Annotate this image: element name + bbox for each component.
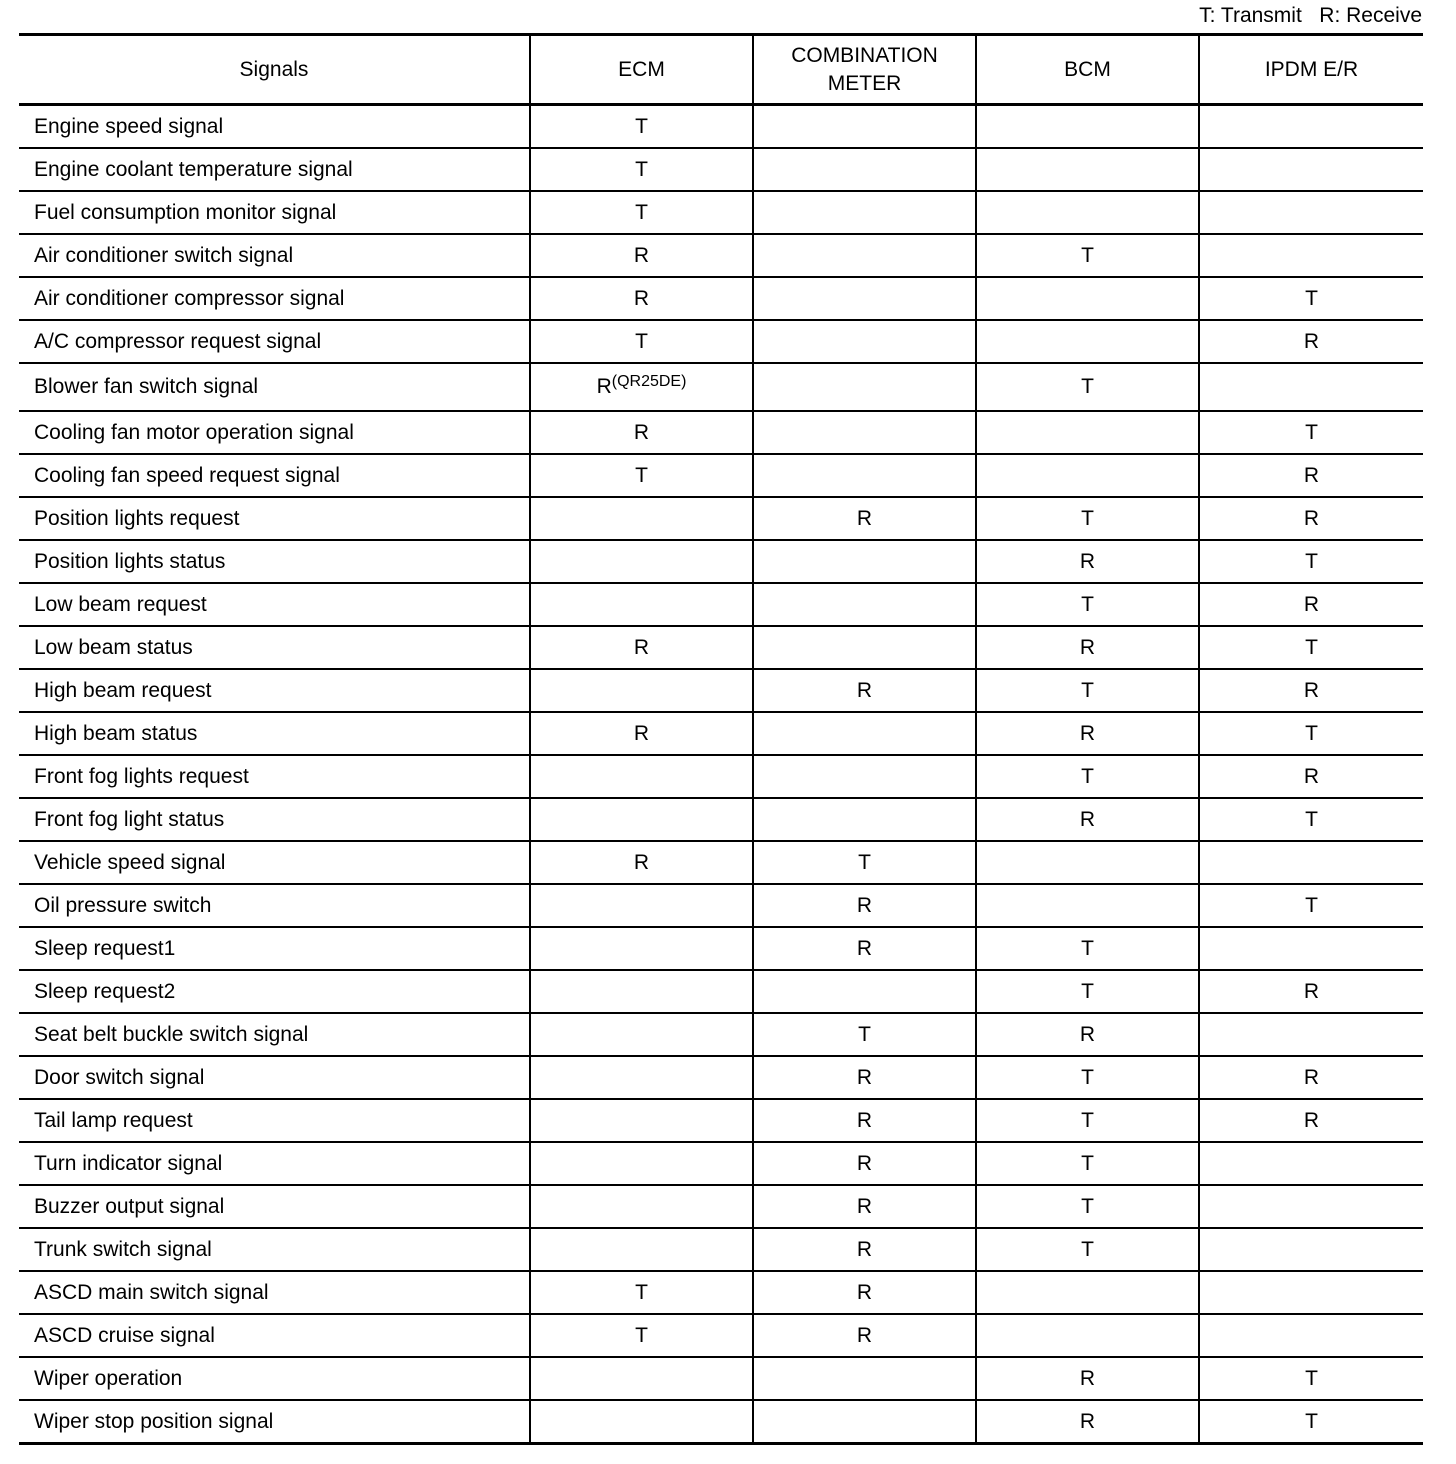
- ecm-cell: [530, 363, 753, 411]
- table-body: [19, 105, 1423, 1444]
- signal-name: Cooling fan speed request signal: [34, 463, 340, 487]
- direction-value: R: [856, 1065, 873, 1089]
- signal-name-cell: [19, 497, 530, 540]
- signal-name-cell: [19, 1271, 530, 1314]
- direction-value: R: [633, 286, 650, 310]
- signal-name: A/C compressor request signal: [34, 329, 322, 353]
- direction-value: T: [1081, 936, 1094, 960]
- signal-name: ASCD cruise signal: [34, 1323, 215, 1347]
- signal-name: Cooling fan motor operation signal: [34, 420, 354, 444]
- ipdm-cell: [1199, 540, 1423, 583]
- ecm-cell: [530, 970, 753, 1013]
- table-row: [19, 626, 1423, 669]
- direction-value: R: [1303, 506, 1320, 530]
- direction-value: T: [1305, 420, 1318, 444]
- direction-value: T: [1305, 893, 1318, 917]
- ecm-cell: [530, 1185, 753, 1228]
- bcm-cell: [976, 1400, 1199, 1444]
- ipdm-cell: [1199, 798, 1423, 841]
- direction-value: T: [1081, 375, 1094, 398]
- combination-meter-cell: [753, 626, 976, 669]
- ipdm-cell: [1199, 712, 1423, 755]
- combination-meter-cell: [753, 1056, 976, 1099]
- table-row: [19, 1142, 1423, 1185]
- table-row: [19, 411, 1423, 454]
- can-signal-table: [19, 33, 1423, 1445]
- combination-meter-cell: [753, 884, 976, 927]
- table-row: [19, 712, 1423, 755]
- direction-value: R: [1303, 678, 1320, 702]
- table-row: [19, 755, 1423, 798]
- ecm-cell: [530, 583, 753, 626]
- bcm-cell: [976, 1185, 1199, 1228]
- header-ecm: ECM: [530, 35, 753, 105]
- direction-value: T: [1305, 286, 1318, 310]
- table-row: [19, 927, 1423, 970]
- ipdm-cell: [1199, 1185, 1423, 1228]
- direction-value: T: [1305, 1409, 1318, 1433]
- bcm-cell: [976, 1142, 1199, 1185]
- direction-value: T: [635, 463, 648, 487]
- signal-name: Air conditioner switch signal: [34, 243, 294, 267]
- ecm-cell: [530, 320, 753, 363]
- table-row: [19, 884, 1423, 927]
- signal-name: High beam request: [34, 678, 212, 702]
- ecm-cell: [530, 712, 753, 755]
- ecm-cell: [530, 1228, 753, 1271]
- direction-value: T: [1081, 506, 1094, 530]
- direction-value: R: [1303, 979, 1320, 1003]
- combination-meter-cell: [753, 234, 976, 277]
- combination-meter-cell: [753, 1013, 976, 1056]
- combination-meter-cell: [753, 798, 976, 841]
- table-row: [19, 1185, 1423, 1228]
- signal-name: Air conditioner compressor signal: [34, 286, 345, 310]
- ecm-cell: [530, 1271, 753, 1314]
- signal-name-cell: [19, 1228, 530, 1271]
- combination-meter-cell: [753, 1314, 976, 1357]
- combination-meter-cell: [753, 927, 976, 970]
- ipdm-cell: [1199, 1228, 1423, 1271]
- signal-name-cell: [19, 1099, 530, 1142]
- signal-name-cell: [19, 363, 530, 411]
- combination-meter-cell: [753, 1271, 976, 1314]
- direction-value: R: [633, 635, 650, 659]
- ipdm-cell: [1199, 105, 1423, 149]
- ecm-cell: [530, 841, 753, 884]
- signal-name-cell: [19, 970, 530, 1013]
- signal-name: Blower fan switch signal: [34, 375, 259, 398]
- direction-value: R: [856, 1151, 873, 1175]
- header-combination-meter: COMBINATION METER: [753, 35, 976, 105]
- ipdm-cell: [1199, 1314, 1423, 1357]
- signal-name: Sleep request1: [34, 936, 176, 960]
- direction-value: R: [596, 375, 612, 398]
- direction-value: T: [1305, 1366, 1318, 1390]
- table-row: [19, 191, 1423, 234]
- direction-value: T: [858, 1022, 871, 1046]
- ipdm-cell: [1199, 1400, 1423, 1444]
- ecm-cell: [530, 497, 753, 540]
- bcm-cell: [976, 105, 1199, 149]
- ipdm-cell: [1199, 148, 1423, 191]
- ecm-cell: [530, 1357, 753, 1400]
- combination-meter-cell: [753, 540, 976, 583]
- direction-value: T: [858, 850, 871, 874]
- direction-value: R: [1303, 329, 1320, 353]
- direction-value: R: [1303, 1108, 1320, 1132]
- ipdm-cell: [1199, 1056, 1423, 1099]
- direction-value: T: [635, 329, 648, 353]
- direction-value: T: [1081, 1108, 1094, 1132]
- direction-value: T: [1081, 243, 1094, 267]
- signal-name-cell: [19, 927, 530, 970]
- direction-value: T: [1305, 635, 1318, 659]
- combination-meter-cell: [753, 454, 976, 497]
- ecm-cell: [530, 411, 753, 454]
- bcm-cell: [976, 363, 1199, 411]
- signal-name: Engine coolant temperature signal: [34, 157, 353, 181]
- signal-name-cell: [19, 669, 530, 712]
- table-row: [19, 1228, 1423, 1271]
- direction-value: R: [856, 1194, 873, 1218]
- table-row: [19, 1013, 1423, 1056]
- combination-meter-cell: [753, 712, 976, 755]
- ipdm-cell: [1199, 191, 1423, 234]
- ipdm-cell: [1199, 1142, 1423, 1185]
- signal-name-cell: [19, 1142, 530, 1185]
- direction-value: T: [1081, 592, 1094, 616]
- ipdm-cell: [1199, 583, 1423, 626]
- ecm-cell: [530, 927, 753, 970]
- table-row: [19, 1400, 1423, 1444]
- direction-value: T: [1081, 1237, 1094, 1261]
- header-bcm: BCM: [976, 35, 1199, 105]
- combination-meter-cell: [753, 970, 976, 1013]
- signal-name: ASCD main switch signal: [34, 1280, 269, 1304]
- table-header: [19, 35, 1423, 105]
- direction-value: R: [1079, 1409, 1096, 1433]
- direction-value: R: [633, 420, 650, 444]
- signal-name-cell: [19, 1013, 530, 1056]
- signal-name-cell: [19, 1314, 530, 1357]
- bcm-cell: [976, 755, 1199, 798]
- combination-meter-cell: [753, 191, 976, 234]
- header-row: [19, 35, 1423, 105]
- bcm-cell: [976, 191, 1199, 234]
- signal-name-cell: [19, 712, 530, 755]
- signal-name: Low beam request: [34, 592, 207, 616]
- signal-name-cell: [19, 234, 530, 277]
- direction-value: R: [1079, 1022, 1096, 1046]
- direction-value: T: [1081, 1151, 1094, 1175]
- combination-meter-cell: [753, 105, 976, 149]
- direction-value: T: [1305, 807, 1318, 831]
- bcm-cell: [976, 454, 1199, 497]
- bcm-cell: [976, 798, 1199, 841]
- ecm-cell: [530, 1056, 753, 1099]
- table-row: [19, 970, 1423, 1013]
- signal-name-cell: [19, 1056, 530, 1099]
- ecm-cell: [530, 884, 753, 927]
- signal-name: Front fog lights request: [34, 764, 249, 788]
- direction-value: R: [856, 1108, 873, 1132]
- combination-meter-cell: [753, 411, 976, 454]
- ipdm-cell: [1199, 1099, 1423, 1142]
- ecm-cell: [530, 191, 753, 234]
- signal-name: Trunk switch signal: [34, 1237, 212, 1261]
- bcm-cell: [976, 1357, 1199, 1400]
- ipdm-cell: [1199, 320, 1423, 363]
- signal-name-cell: [19, 626, 530, 669]
- signal-name: Position lights status: [34, 549, 226, 573]
- bcm-cell: [976, 970, 1199, 1013]
- ipdm-cell: [1199, 1357, 1423, 1400]
- combination-meter-cell: [753, 669, 976, 712]
- legend: T: Transmit R: Receive: [1199, 4, 1422, 27]
- bcm-cell: [976, 583, 1199, 626]
- combination-meter-cell: [753, 1400, 976, 1444]
- signal-name: Tail lamp request: [34, 1108, 193, 1132]
- direction-value: R: [1079, 721, 1096, 745]
- table-row: [19, 148, 1423, 191]
- direction-value: T: [1305, 549, 1318, 573]
- signal-name: Position lights request: [34, 506, 240, 530]
- signal-name: Seat belt buckle switch signal: [34, 1022, 309, 1046]
- direction-value: R: [1079, 1366, 1096, 1390]
- ecm-cell: [530, 1400, 753, 1444]
- table-row: [19, 363, 1423, 411]
- combination-meter-cell: [753, 583, 976, 626]
- table-row: [19, 105, 1423, 149]
- ipdm-cell: [1199, 626, 1423, 669]
- bcm-cell: [976, 540, 1199, 583]
- signal-name-cell: [19, 1185, 530, 1228]
- ipdm-cell: [1199, 884, 1423, 927]
- signal-name: Low beam status: [34, 635, 193, 659]
- bcm-cell: [976, 1056, 1199, 1099]
- direction-value: R: [856, 1323, 873, 1347]
- ecm-cell: [530, 540, 753, 583]
- direction-value: R: [856, 893, 873, 917]
- bcm-cell: [976, 411, 1199, 454]
- ecm-cell: [530, 1013, 753, 1056]
- ipdm-cell: [1199, 497, 1423, 540]
- direction-value: T: [635, 1323, 648, 1347]
- direction-value: R: [633, 850, 650, 874]
- ecm-cell: [530, 1314, 753, 1357]
- combination-meter-cell: [753, 1099, 976, 1142]
- table-row: [19, 1056, 1423, 1099]
- bcm-cell: [976, 669, 1199, 712]
- ipdm-cell: [1199, 363, 1423, 411]
- signal-name-cell: [19, 1400, 530, 1444]
- engine-variant-note: (QR25DE): [611, 373, 687, 390]
- combination-meter-cell: [753, 277, 976, 320]
- table-row: [19, 583, 1423, 626]
- bcm-cell: [976, 1228, 1199, 1271]
- direction-value: R: [1079, 807, 1096, 831]
- signal-name: Vehicle speed signal: [34, 850, 226, 874]
- signal-name-cell: [19, 798, 530, 841]
- combination-meter-cell: [753, 1228, 976, 1271]
- combination-meter-cell: [753, 1357, 976, 1400]
- table-row: [19, 1099, 1423, 1142]
- combination-meter-cell: [753, 497, 976, 540]
- direction-value: R: [633, 721, 650, 745]
- table-row: [19, 320, 1423, 363]
- combination-meter-cell: [753, 148, 976, 191]
- signal-name: Oil pressure switch: [34, 893, 212, 917]
- table-row: [19, 841, 1423, 884]
- ipdm-cell: [1199, 755, 1423, 798]
- signal-name: Buzzer output signal: [34, 1194, 225, 1218]
- signal-name-cell: [19, 320, 530, 363]
- direction-value: T: [1081, 979, 1094, 1003]
- table-row: [19, 234, 1423, 277]
- table-row: [19, 669, 1423, 712]
- signal-name: Fuel consumption monitor signal: [34, 200, 337, 224]
- signal-name-cell: [19, 191, 530, 234]
- signal-name-cell: [19, 277, 530, 320]
- direction-value: T: [635, 114, 648, 138]
- signal-name: Door switch signal: [34, 1065, 205, 1089]
- signal-name: High beam status: [34, 721, 198, 745]
- bcm-cell: [976, 841, 1199, 884]
- signal-name: Turn indicator signal: [34, 1151, 223, 1175]
- direction-value: R: [1303, 1065, 1320, 1089]
- signal-name-cell: [19, 411, 530, 454]
- direction-value: T: [635, 157, 648, 181]
- ecm-cell: [530, 234, 753, 277]
- direction-value: R: [633, 243, 650, 267]
- ipdm-cell: [1199, 411, 1423, 454]
- ecm-cell: [530, 1099, 753, 1142]
- bcm-cell: [976, 1314, 1199, 1357]
- direction-value: R: [1303, 764, 1320, 788]
- direction-value: T: [1305, 721, 1318, 745]
- signal-name-cell: [19, 583, 530, 626]
- bcm-cell: [976, 320, 1199, 363]
- signal-name: Wiper operation: [34, 1366, 183, 1390]
- bcm-cell: [976, 626, 1199, 669]
- ipdm-cell: [1199, 1013, 1423, 1056]
- combination-meter-cell: [753, 755, 976, 798]
- direction-value: T: [635, 200, 648, 224]
- bcm-cell: [976, 497, 1199, 540]
- direction-value: R: [856, 506, 873, 530]
- signal-name-cell: [19, 540, 530, 583]
- bcm-cell: [976, 712, 1199, 755]
- ipdm-cell: [1199, 669, 1423, 712]
- direction-value: R: [856, 1237, 873, 1261]
- ecm-cell: [530, 277, 753, 320]
- table-row: [19, 1271, 1423, 1314]
- direction-value: R: [1079, 635, 1096, 659]
- signal-name: Sleep request2: [34, 979, 176, 1003]
- ecm-cell: [530, 669, 753, 712]
- bcm-cell: [976, 277, 1199, 320]
- table-row: [19, 1357, 1423, 1400]
- combination-meter-cell: [753, 841, 976, 884]
- signal-name: Front fog light status: [34, 807, 225, 831]
- direction-value: R: [856, 678, 873, 702]
- direction-value: T: [1081, 1065, 1094, 1089]
- signal-name: Wiper stop position signal: [34, 1409, 274, 1433]
- combination-meter-cell: [753, 1142, 976, 1185]
- ecm-cell: [530, 626, 753, 669]
- bcm-cell: [976, 1013, 1199, 1056]
- bcm-cell: [976, 234, 1199, 277]
- table-row: [19, 277, 1423, 320]
- table-row: [19, 1314, 1423, 1357]
- direction-value: T: [1081, 764, 1094, 788]
- ecm-cell: [530, 148, 753, 191]
- combination-meter-cell: [753, 363, 976, 411]
- ipdm-cell: [1199, 970, 1423, 1013]
- direction-value: R: [856, 1280, 873, 1304]
- direction-value: R: [1303, 463, 1320, 487]
- bcm-cell: [976, 1099, 1199, 1142]
- header-signals: Signals: [19, 35, 530, 105]
- ipdm-cell: [1199, 454, 1423, 497]
- signal-name-cell: [19, 884, 530, 927]
- ecm-cell: [530, 454, 753, 497]
- direction-value: T: [635, 1280, 648, 1304]
- signal-name: Engine speed signal: [34, 114, 224, 138]
- combination-meter-cell: [753, 1185, 976, 1228]
- bcm-cell: [976, 1271, 1199, 1314]
- bcm-cell: [976, 927, 1199, 970]
- ipdm-cell: [1199, 277, 1423, 320]
- direction-value: R: [1079, 549, 1096, 573]
- table-row: [19, 454, 1423, 497]
- signal-name-cell: [19, 454, 530, 497]
- table-row: [19, 798, 1423, 841]
- table-row: [19, 540, 1423, 583]
- ipdm-cell: [1199, 1271, 1423, 1314]
- ipdm-cell: [1199, 841, 1423, 884]
- header-ipdm: IPDM E/R: [1199, 35, 1423, 105]
- ecm-cell: [530, 798, 753, 841]
- ecm-cell: [530, 755, 753, 798]
- bcm-cell: [976, 884, 1199, 927]
- direction-value: T: [1081, 678, 1094, 702]
- combination-meter-cell: [753, 320, 976, 363]
- direction-value: R: [1303, 592, 1320, 616]
- direction-value: T: [1081, 1194, 1094, 1218]
- signal-name-cell: [19, 1357, 530, 1400]
- direction-value: R: [856, 936, 873, 960]
- ipdm-cell: [1199, 234, 1423, 277]
- table-row: [19, 497, 1423, 540]
- ipdm-cell: [1199, 927, 1423, 970]
- ecm-cell: [530, 1142, 753, 1185]
- signal-name-cell: [19, 105, 530, 149]
- signal-name-cell: [19, 841, 530, 884]
- ecm-cell: [530, 105, 753, 149]
- signal-name-cell: [19, 755, 530, 798]
- signal-name-cell: [19, 148, 530, 191]
- bcm-cell: [976, 148, 1199, 191]
